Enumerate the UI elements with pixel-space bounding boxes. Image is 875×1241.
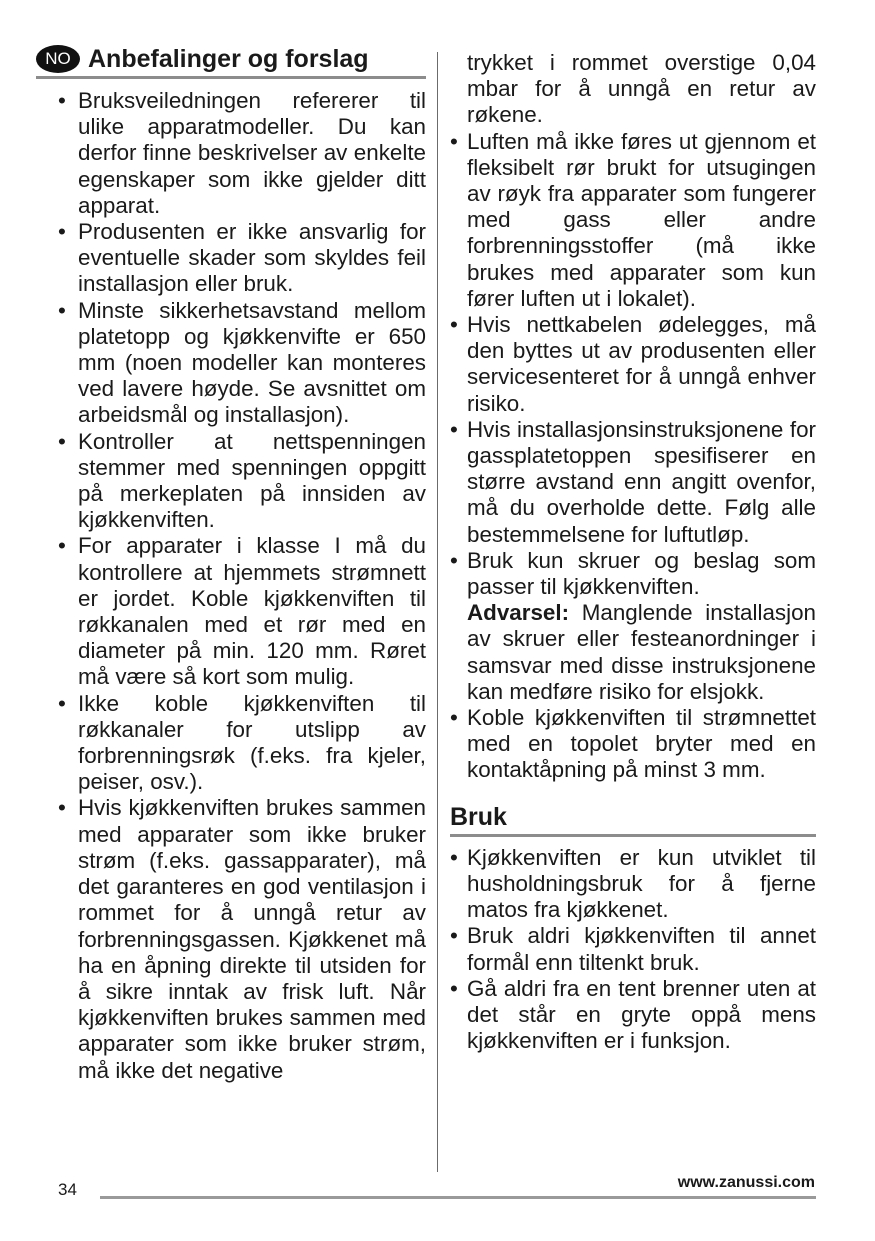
list-item: • Minste sikkerhetsavstand mellom platetopp og kjøkkenvifte er 650 mm (noen modeller kan monteres ved lavere høyde. Se avsnittet om arbeidsmål og installasjon). bbox=[36, 298, 426, 429]
recommendations-list-end bbox=[450, 705, 816, 784]
list-item: • Hvis kjøkkenviften brukes sammen med apparater som ikke bruker strøm (f.eks. gassapparater), må det garanteres en god ventilasjon i rommet for å unngå retur av forbrenningsgassen. Kjøkkenet må ha en åpning direkte til utsiden for å sikre inntak av frisk luft. Når kjøkkenviften brukes sammen med apparater som ikke bruker strøm, må ikke det negative bbox=[36, 795, 426, 1083]
list-item: • For apparater i klasse I må du kontrollere at hjemmets strømnett er jordet. Koble kjøkkenviften til røkkanalen med et rør med en diameter på min. 120 mm. Røret må være så kort som mulig. bbox=[36, 533, 426, 690]
list-item: • Luften må ikke føres ut gjennom et fleksibelt rør brukt for utsugingen av røyk fra apparater som fungerer med gass eller andre forbrenningsstoffer (må ikke brukes med apparater som kun fører luften ut i lokalet). bbox=[450, 129, 816, 312]
list-item: • Koble kjøkkenviften til strømnettet med en topolet bryter med en kontaktåpning på minst 3 mm. bbox=[450, 705, 816, 784]
list-item: • Kjøkkenviften er kun utviklet til husholdningsbruk for å fjerne matos fra kjøkkenet. bbox=[450, 845, 816, 924]
page-number: 34 bbox=[58, 1180, 77, 1199]
column-divider bbox=[437, 52, 438, 1172]
list-item: • Hvis installasjonsinstruksjonene for gassplatetoppen spesifiserer en større avstand enn angitt ovenfor, må du overholde dette. Følg alle bestemmelsene for luftutløp. bbox=[450, 417, 816, 548]
list-item: • Bruksveiledningen refererer til ulike apparatmodeller. Du kan derfor finne beskrivelser av enkelte egenskaper som ikke gjelder ditt apparat. bbox=[36, 88, 426, 219]
recommendations-list bbox=[36, 88, 426, 1084]
recommendations-list-continued bbox=[450, 129, 816, 601]
right-column bbox=[450, 50, 816, 1054]
list-item: • Ikke koble kjøkkenviften til røkkanaler for utslipp av forbrenningsrøk (f.eks. fra kjeler, peiser, osv.). bbox=[36, 691, 426, 796]
list-item: • Kontroller at nettspenningen stemmer med spenningen oppgitt på merkeplaten på innsiden av kjøkkenviften. bbox=[36, 429, 426, 534]
left-column bbox=[36, 44, 426, 1084]
list-item: • Gå aldri fra en tent brenner uten at det står en gryte oppå mens kjøkkenviften er i funksjon. bbox=[450, 976, 816, 1055]
list-item-continuation: trykket i rommet overstige 0,04 mbar for å unngå en retur av røkene. bbox=[467, 50, 816, 128]
section-heading-use: Bruk bbox=[450, 802, 816, 837]
section-title: Anbefalinger og forslag bbox=[88, 45, 369, 73]
language-badge: NO bbox=[36, 45, 80, 73]
warning-label: Advarsel: bbox=[467, 600, 570, 626]
list-item: • Bruk kun skruer og beslag som passer til kjøkkenviften. bbox=[450, 548, 816, 600]
list-item: • Hvis nettkabelen ødelegges, må den byttes ut av produsenten eller servicesenteret for å unngå enhver risiko. bbox=[450, 312, 816, 417]
website-url: www.zanussi.com bbox=[677, 1174, 815, 1191]
section-heading-recommendations bbox=[36, 44, 426, 79]
list-item: • Bruk aldri kjøkkenviften til annet formål enn tiltenkt bruk. bbox=[450, 923, 816, 975]
use-list bbox=[450, 845, 816, 1055]
footer-rule bbox=[100, 1196, 816, 1199]
warning-note bbox=[450, 600, 816, 705]
list-item: • Produsenten er ikke ansvarlig for eventuelle skader som skyldes feil installasjon eller bruk. bbox=[36, 219, 426, 298]
warning-text: Manglende installasjon av skruer eller festeanordninger i samsvar med disse instruksjonene kan medføre risiko for elsjokk. bbox=[467, 600, 816, 704]
